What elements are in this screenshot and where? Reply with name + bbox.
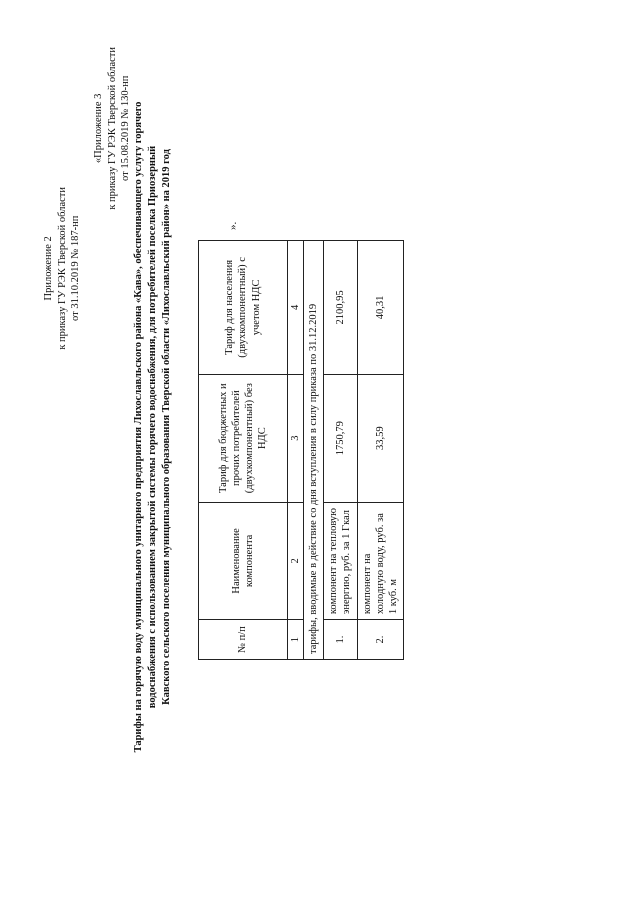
title-line-3: Кавского сельского поселения муниципального образования Тверской области «Лихославльский район» на 2019 год: [160, 149, 172, 705]
row-population-value: 2100,95: [323, 241, 356, 375]
header-budget-tariff: Тариф для бюджетных и прочих потребителей (двухкомпонентный) без НДС: [198, 374, 287, 502]
header-population-tariff: Тариф для населения (двухкомпонентный) с учетом НДС: [198, 241, 287, 375]
row-number: 2.: [357, 620, 403, 660]
appendix-2-line-1: Приложение 2: [42, 236, 54, 301]
header-component: Наименование компонента: [198, 502, 287, 620]
row-budget-value: 33,59: [357, 374, 403, 502]
appendix-2-line-3: от 31.10.2019 № 187-нп: [69, 215, 81, 321]
table-row: [323, 241, 356, 660]
row-budget-value: 1750,79: [323, 374, 356, 502]
section-label: тарифы, вводимые в действие со дня вступления в силу приказа по 31.12.2019: [303, 241, 323, 660]
row-number: 1.: [323, 620, 356, 660]
closing-mark: ».: [226, 221, 239, 230]
table-header-row: [198, 241, 287, 660]
column-number: 2: [287, 502, 303, 620]
appendix-3-header: [92, 47, 133, 210]
appendix-3-line-2: к приказу ГУ РЭК Тверской области: [106, 47, 118, 210]
tariff-table: [198, 240, 404, 660]
appendix-2-header: [42, 187, 83, 350]
header-number: № п/п: [198, 620, 287, 660]
section-row: [303, 241, 323, 660]
title-line-2: водоснабжения с использованием закрытой системы горячего водоснабжения, для потребителей поселка Приозерный: [146, 145, 158, 709]
column-number: 3: [287, 374, 303, 502]
title-line-1: Тарифы на горячую воду муниципального унитарного предприятия Лихославльского района «Кава», обеспечивающего услугу горячего: [132, 101, 144, 753]
column-number-row: [287, 241, 303, 660]
row-component: компонент на тепловую энергию, руб. за 1 Гкал: [323, 502, 356, 620]
appendix-3-line-1: «Приложение 3: [92, 93, 104, 164]
appendix-3-line-3: от 15.08.2019 № 130-нп: [119, 75, 131, 181]
table-row: [357, 241, 403, 660]
document-title: [132, 42, 175, 812]
appendix-2-line-2: к приказу ГУ РЭК Тверской области: [56, 187, 68, 350]
rotated-page: [22, 22, 618, 882]
row-component: компонент на холодную воду, руб. за 1 куб. м: [357, 502, 403, 620]
column-number: 1: [287, 620, 303, 660]
column-number: 4: [287, 241, 303, 375]
row-population-value: 40,31: [357, 241, 403, 375]
